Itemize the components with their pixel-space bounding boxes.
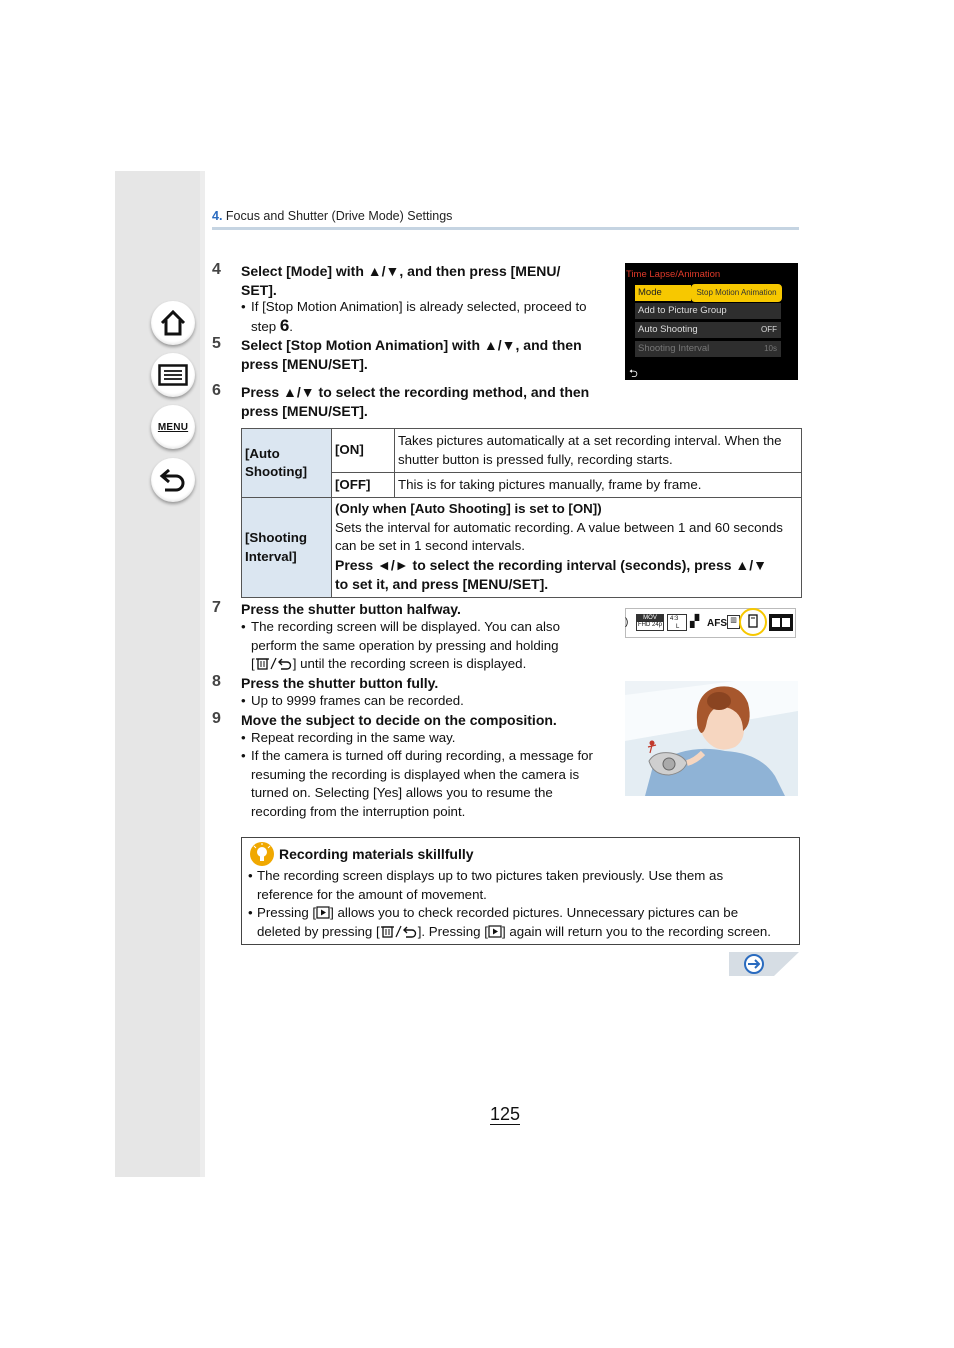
camera-menu-mode-label: Mode [635,285,691,301]
picture-size: L [676,624,680,630]
composition-illustration [625,681,798,796]
settings-table [241,428,802,598]
interval-instruction-line-2: to set it, and press [MENU/SET]. [335,576,549,593]
step-7-bullet-line-2: perform the same operation by pressing and holding [251,637,559,653]
video-format-icon [636,614,664,631]
camera-menu-row-picture-group [635,303,781,319]
step-7-bullet: • The recording screen will be displayed. You can also perform the same operation by pressing and holding [ ] until the recording screen is displayed. [241,619,560,671]
battery-frame-icon [769,614,793,631]
contents-button[interactable] [151,353,195,397]
on-description-line-1: Takes pictures automatically at a set recording interval. When the [398,433,782,448]
camera-menu-row-interval [635,341,781,357]
stop-motion-highlight-circle-icon [738,607,768,637]
chapter-title: Focus and Shutter (Drive Mode) Settings [225,209,453,223]
back-icon [159,467,187,493]
playback-icon [316,906,330,919]
camera-menu-mode-value: Stop Motion Animation [691,284,782,302]
tip-bullet-2: • Pressing [ ] allows you to check recorded pictures. Unnecessary pictures can be deleted by pressing [ ]. Pressing [ ] again will return you to the recording screen. [248,905,771,939]
back-button[interactable] [151,458,195,502]
camera-menu-row-2: Add to Picture Group [638,305,727,316]
picture-size-icon [667,614,687,631]
step-number-7: 7 [212,599,221,616]
tip-bullet-2-line-2-pre: deleted by pressing [ [257,923,380,939]
home-button[interactable] [151,301,195,345]
tip-bullet-2-line-2-mid: ]. Pressing [ [417,923,488,939]
interval-condition-note: (Only when [Auto Shooting] is set to [ON]) [335,501,602,517]
step-number-9: 9 [212,710,221,727]
recording-screen-strip [625,608,796,638]
step-number-5: 5 [212,335,221,352]
step-9-text: Move the subject to decide on the composition. [241,712,557,728]
step-7-bullet-line-1: The recording screen will be displayed. You can also [251,619,560,634]
camera-menu-row-3: Auto Shooting [638,324,698,335]
shooting-interval-header-line-1: [Shooting [245,530,308,545]
tip-title: Recording materials skillfully [279,846,474,862]
tip-box [241,837,800,945]
camera-menu-row-auto-shooting [635,322,781,338]
tip-bullet-2-post: ] allows you to check recorded pictures. Unnecessary pictures can be [330,905,739,920]
camera-menu-title: Time Lapse/Animation [626,269,721,280]
strip-left-edge-icon: ) [625,617,629,628]
page-number: 125 [490,1104,521,1124]
auto-shooting-header [242,429,332,498]
on-description [395,429,802,473]
step-9-bullet-2: • If the camera is turned off during recording, a message for resuming the recording is displayed when the camera is turned on. Selecting [Yes] allows you to resume the recording from the interruption point. [241,748,593,819]
menu-button[interactable] [151,405,195,449]
camera-back-icon: ⮌ [629,368,638,380]
header-rule [212,227,799,230]
step-7-text: Press the shutter button halfway. [241,601,461,617]
next-page-button[interactable] [729,952,799,976]
step-4-bullet: • If [Stop Motion Animation] is already selected, proceed to step 6. [241,299,587,335]
tip-bullet-1-line-2: reference for the amount of movement. [257,886,487,902]
lightbulb-icon [250,842,274,866]
camera-menu-row-4: Shooting Interval [638,343,710,354]
breadcrumb [212,209,452,223]
aspect-ratio: 4:3 [670,616,679,622]
video-format-mov: MOV [637,615,663,622]
step-9-bullet-2-line-3: turned on. Selecting [Yes] allows you to resume the [251,785,553,800]
step-number-6: 6 [212,382,221,399]
delete-back-button-icon [255,656,293,670]
step-4-bullet-pre: step [251,318,280,334]
step-9-bullet-2-line-4: recording from the interruption point. [251,803,466,819]
auto-shooting-header-line-1: [Auto [245,445,280,461]
step-number-4: 4 [212,261,221,278]
metering-icon: ▥ [727,615,740,629]
step-5-line-1: Select [Stop Motion Animation] with ▲/▼, and then [241,337,582,353]
shooting-interval-description [332,498,802,598]
step-7-bullet-post: ] until the recording screen is displayed. [292,656,527,671]
step-number-8: 8 [212,673,221,690]
interval-description-line-2: can be set in 1 second intervals. [335,538,525,554]
step-6-line-1: Press ▲/▼ to select the recording method, and then [241,384,590,400]
sidebar-edge [200,171,205,1177]
tip-bullet-2-line-2-post: ] again will return you to the recording screen. [501,923,771,939]
video-format-fhd: FHD 24p [637,622,662,628]
step-6-line-2: press [MENU/SET]. [241,402,368,419]
quality-icon: ▞ [690,614,700,628]
step-8-bullet-text: Up to 9999 frames can be recorded. [251,693,464,708]
tip-bullet-1-line-1: The recording screen displays up to two pictures taken previously. Use them as [257,868,724,883]
step-6-text [241,383,589,420]
step-8-text: Press the shutter button fully. [241,675,439,691]
tip-bullet-2-pre: Pressing [ [257,905,317,920]
camera-menu-row-3-value: OFF [761,325,777,334]
tip-bullet-1: • The recording screen displays up to two pictures taken previously. Use them as reference for the amount of movement. [248,868,724,902]
off-option: [OFF] [332,473,395,498]
interval-description-line-1: Sets the interval for automatic recording. A value between 1 and 60 seconds [335,519,783,535]
off-description: This is for taking pictures manually, frame by frame. [395,473,802,498]
step-4-line-1: Select [Mode] with ▲/▼, and then press [MENU/ [241,263,561,279]
camera-menu-screenshot [625,263,798,380]
step-4-bullet-post: . [289,318,293,334]
step-9-bullet-1-text: Repeat recording in the same way. [251,730,456,745]
step-4-text [241,262,560,299]
chapter-number: 4. [212,209,223,223]
step-9-bullet-2-line-1: If the camera is turned off during recording, a message for [251,748,593,763]
step-9-bullet-2-line-2: resuming the recording is displayed when the camera is [251,766,580,782]
list-icon [158,364,188,386]
step-4-bullet-line-1: If [Stop Motion Animation] is already selected, proceed to [251,299,587,314]
next-page-arrow-icon [729,952,799,976]
shooting-interval-header [242,498,332,598]
person-with-camera-illustration [625,681,798,796]
delete-back-button-icon-2 [380,924,418,938]
step-9-bullet-1: • Repeat recording in the same way. [241,729,611,748]
interval-instruction-line-1: Press ◄/► to select the recording interval (seconds), press ▲/▼ [335,556,768,573]
on-description-line-2: shutter button is pressed fully, recording starts. [398,451,673,467]
step-5-line-2: press [MENU/SET]. [241,355,368,372]
step-4-line-2: SET]. [241,281,277,298]
step-6-reference: 6 [279,315,290,335]
step-5-text [241,336,582,373]
auto-shooting-header-line-2: Shooting] [245,464,308,479]
step-7-bullet-pre: [ [251,656,255,671]
playback-icon-2 [488,925,502,938]
step-8-bullet: • Up to 9999 frames can be recorded. [241,692,611,711]
home-icon [159,309,187,337]
shooting-interval-header-line-2: Interval] [245,548,297,564]
on-option: [ON] [332,429,395,473]
focus-mode-afs: AFS [707,618,727,629]
camera-menu-row-4-value: 10s [764,344,777,353]
menu-label: MENU [157,421,189,433]
